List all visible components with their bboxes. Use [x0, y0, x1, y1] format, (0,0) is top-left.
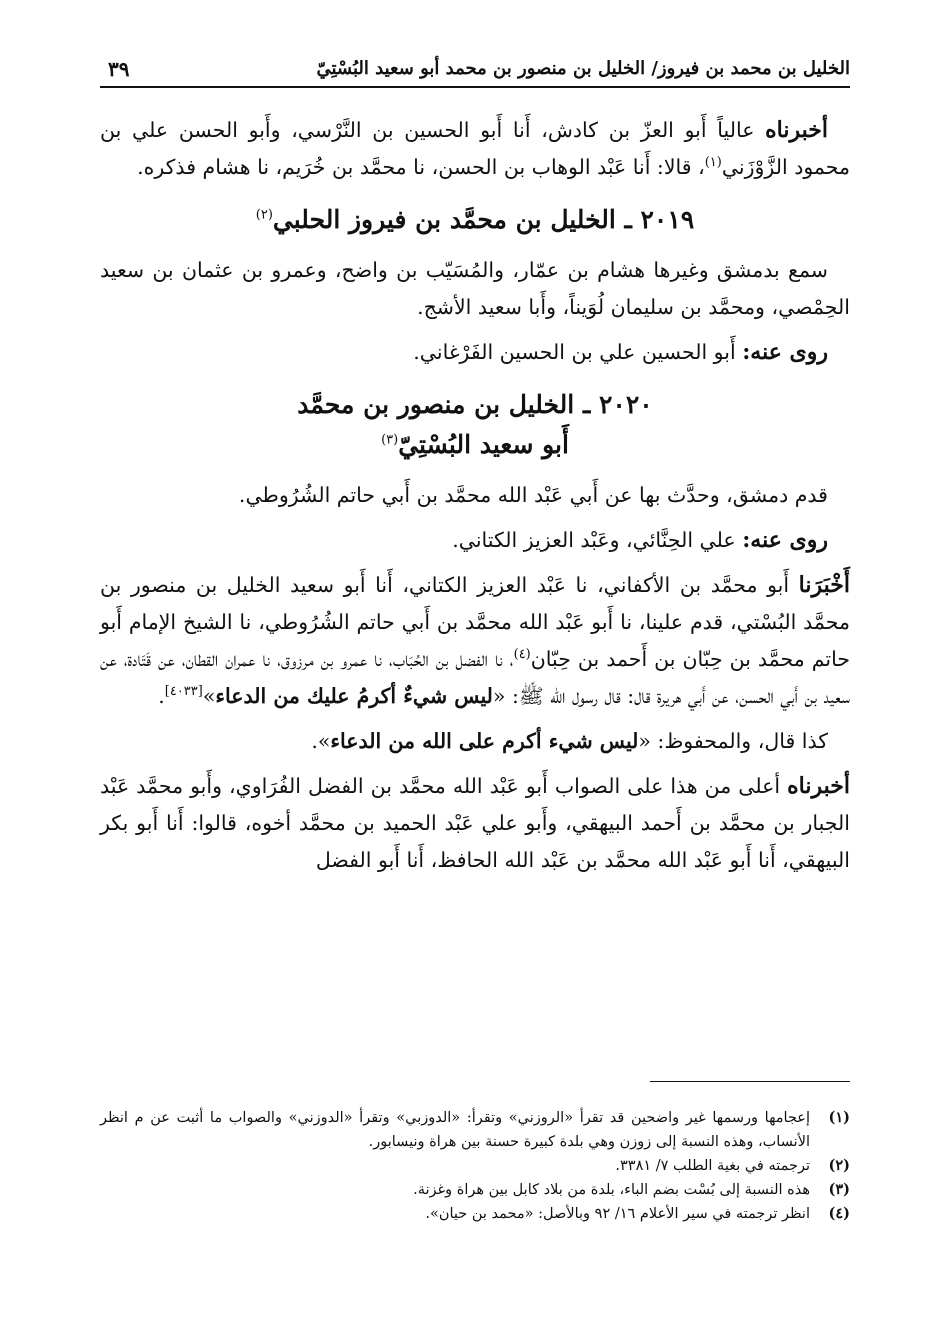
entry-2020-line-1: ٢٠٢٠ ـ الخليل بن منصور بن محمَّد: [297, 390, 653, 419]
hadith-number: [٤٠٣٣]: [164, 684, 203, 700]
footnote-2: [100, 1154, 850, 1178]
entry-2020-line-2-wrap: [100, 425, 850, 465]
paragraph-6-text-3: »: [202, 684, 216, 708]
paragraph-3: [100, 334, 850, 371]
paragraph-3-text: أَبو الحسين علي بن الحسين الفَرْغاني.: [413, 340, 743, 364]
paragraph-6-text-2: ، نا الفضل بن الحُبَاب، نا عمرو بن مرزوق، نا عمران القطان، عن قَتَادة، عن سعيد بن أَبي الحسن، عن أَبي هريرة قال: قال رسول الله ﷺ: «: [100, 647, 850, 708]
hadith-quote: ليس شيءٌ أكرمُ عليك من الدعاء: [215, 684, 493, 708]
footnote-number: (٤): [828, 1205, 850, 1222]
footnote-text: ترجمته في بغية الطلب ٧/ ٣٣٨١.: [615, 1158, 810, 1174]
page: [100, 52, 850, 879]
footnote-ref-2: (٢): [255, 207, 273, 223]
entry-heading-2020: [100, 385, 850, 465]
paragraph-5-text: علي الحِنَّائي، وعَبْد العزيز الكتاني.: [452, 528, 743, 552]
footnote-number: (٣): [828, 1181, 850, 1198]
footnote-number: (٢): [828, 1157, 850, 1174]
paragraph-1-text: عالياً أَبو العزّ بن كادش، أَنا أَبو الحسين بن النَّرْسي، وأَبو الحسن علي بن محمود الزَّوْزَني: [100, 118, 850, 179]
paragraph-6-text: أَبو محمَّد بن الأكفاني، نا عَبْد العزيز الكتاني، أَنا أَبو سعيد الخليل بن منصور بن محمَّد البُسْتي، قدم علينا، نا أَبو عَبْد الله محمَّد بن أَبي حاتم الشُرُوطي، نا الشيخ الإمام أَبو حاتم محمَّد بن حِبّان بن أَحمد بن حِبّان: [100, 573, 850, 671]
running-header: [100, 52, 850, 82]
mahfuz-quote: ليس شيء أكرم على الله من الدعاء: [330, 729, 639, 753]
entry-2020-line-2: أَبو سعيد البُسْتِيّ: [398, 430, 569, 459]
paragraph-4: قدم دمشق، وحدَّث بها عن أَبي عَبْد الله محمَّد بن أَبي حاتم الشُرُوطي.: [238, 483, 828, 507]
paragraph-2: سمع بدمشق وغيرها هشام بن عمّار، والمُسَيّب بن واضح، وعمرو بن عثمان بن سعيد الحِمْصي، ومحمَّد بن سليمان لُوَيناً، وأَبا سعيد الأشج.: [100, 258, 850, 319]
keyword-rawa-anhu-2: روى عنه:: [742, 527, 828, 553]
main-text: [100, 112, 850, 879]
footnotes: [100, 1106, 850, 1226]
footnote-text: هذه النسبة إلى بُسْت بضم الباء، بلدة من بلاد كابل بين هراة وغزنة.: [413, 1182, 810, 1198]
footnote-text: إعجامها ورسمها غير واضحين قد تقرأ «الروزني» وتقرأ: «الدوزبي» وتقرأ «الدوزني» والصواب ما أثبت عن م انظر الأنساب، وهذه النسبة إلى زوزن وهي بلدة كبيرة حسنة بين هراة ونيسابور.: [100, 1110, 810, 1150]
paragraph-8-text: أعلى من هذا على الصواب أَبو عَبْد الله محمَّد بن الفضل الفُرَاوي، وأَبو محمَّد عَبْد الجبار بن محمَّد بن أَحمد البيهقي، وأَبو علي عَبْد الحميد بن محمَّد أخوه، قالوا: أَنا أَبو بكر البيهقي، أَنا أَبو عَبْد الله محمَّد بن عَبْد الله الحافظ، أَنا أَبو الفضل: [100, 774, 850, 872]
entry-heading-2019: [100, 200, 850, 240]
paragraph-6-text-4: .: [158, 684, 165, 708]
keyword-akhbarana: أَخْبَرَنا: [798, 572, 850, 598]
footnote-text: انظر ترجمته في سير الأعلام ١٦/ ٩٢ وبالأصل: «محمد بن حيان».: [425, 1206, 810, 1222]
paragraph-5: [100, 522, 850, 559]
page-number: ٣٩: [108, 57, 130, 81]
footnote-rule: [650, 1081, 850, 1082]
paragraph-6: [100, 567, 850, 715]
paragraph-7-text: كذا قال، والمحفوظ: «: [638, 729, 828, 753]
keyword-rawa-anhu: روى عنه:: [742, 339, 828, 365]
header-rule: [100, 86, 850, 88]
footnote-ref-1: (١): [704, 155, 722, 171]
footnote-1: [100, 1106, 850, 1154]
paragraph-1: [100, 112, 850, 186]
keyword-akhbaranahu: أخبرناه: [765, 117, 828, 143]
footnote-ref-3: (٣): [381, 432, 399, 448]
paragraph-8: [100, 768, 850, 879]
footnote-3: [100, 1178, 850, 1202]
footnote-4: [100, 1202, 850, 1226]
footnote-number: (١): [828, 1109, 850, 1126]
footnote-ref-4: (٤): [513, 647, 531, 663]
header-title: الخليل بن محمد بن فيروز/ الخليل بن منصور بن محمد أبو سعيد البُسْتِيّ: [316, 58, 850, 79]
paragraph-7: [100, 723, 850, 760]
entry-2019-title: ٢٠١٩ ـ الخليل بن محمَّد بن فيروز الحلبي: [272, 205, 695, 234]
paragraph-7-text-2: ».: [311, 729, 331, 753]
keyword-akhbaranahu-2: أخبرناه: [787, 773, 850, 799]
paragraph-1-text-2: ، قالا: أَنا عَبْد الوهاب بن الحسن، نا محمَّد بن خُرَيم، نا هشام فذكره.: [137, 155, 705, 179]
